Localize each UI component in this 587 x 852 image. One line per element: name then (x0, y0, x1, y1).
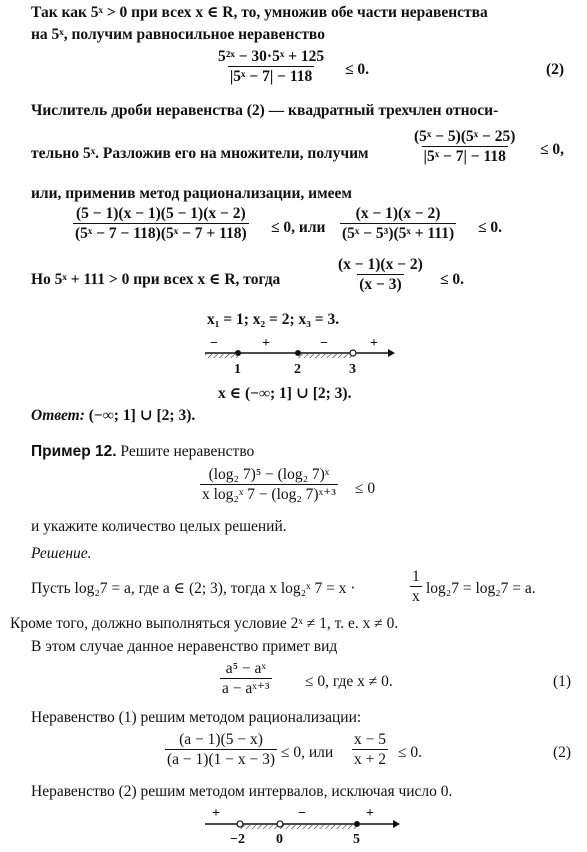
line2-sign-2: − (298, 806, 306, 821)
example-12-main-fraction (200, 466, 338, 503)
line2-label-2: 0 (276, 832, 283, 847)
point-5 (354, 821, 360, 827)
condition-line: Кроме того, должно выполняться условие 2ˣ ≠ 1, т. е. x ≠ 0. (10, 615, 399, 632)
task-line-2: и укажите количество целых решений. (31, 518, 287, 535)
let-fraction-numerator: 1 (412, 568, 420, 585)
equation-1-tag: (1) (553, 673, 572, 690)
point-3 (350, 350, 356, 356)
example-12-title: Пример 12. (31, 443, 117, 460)
line2-sign-1: + (212, 806, 220, 821)
point-2 (295, 350, 301, 356)
let-line: Пусть log₂7 = a, где a ∈ (2; 3), тогда x log₂ˣ 7 = x · (31, 580, 356, 597)
rationalized-fraction-1 (73, 205, 249, 242)
number-line-2-arrow (393, 820, 400, 828)
line2-label-3: 5 (353, 832, 360, 847)
reduced-numerator: (x − 1)(x − 2) (338, 256, 423, 273)
rationalized-2-denominator: (5ˣ − 5³)(5ˣ + 111) (342, 225, 455, 242)
example-12-task: Решите неравенство (116, 443, 255, 460)
factored-fraction (412, 128, 517, 165)
equation-1-numerator: a⁵ − aˣ (225, 660, 266, 677)
equation-2-denominator: |5ˣ − 7| − 118 (229, 68, 313, 85)
number-line-1-arrow (388, 349, 395, 357)
intro-line-2: на 5ˣ, получим равносильное неравенство (31, 26, 325, 43)
reduced-fraction (336, 256, 425, 293)
rationalized-1-denominator: (5ˣ − 7 − 118)(5ˣ − 7 + 118) (75, 225, 247, 242)
example-12-main-relation: ≤ 0 (355, 480, 376, 497)
factored-denominator: |5ˣ − 7| − 118 (423, 148, 506, 165)
rationalized-2-numerator: (x − 1)(x − 2) (355, 205, 441, 222)
line2-label-1: −2 (230, 832, 245, 847)
numerator-line-2: тельно 5ˣ. Разложив его на множители, получим (31, 145, 369, 162)
point-1 (235, 350, 241, 356)
number-line-2-hatch (240, 825, 357, 829)
rationalized-1-relation: ≤ 0, или (271, 219, 326, 236)
number-line-1-hatch (205, 354, 353, 358)
roots-line: x₁ = 1; x₂ = 2; x₃ = 3. (207, 311, 340, 328)
intro-line-1: Так как 5ˣ > 0 при всех x ∈ R, то, умножив обе части неравенства (31, 4, 488, 21)
line1-label-2: 2 (294, 362, 301, 377)
let-fraction (410, 568, 422, 605)
equation-2-tag: (2) (546, 61, 565, 78)
line2-sign-3: + (366, 806, 374, 821)
equation-2a-denominator: (a − 1)(1 − x − 3) (167, 751, 276, 768)
point-0 (277, 821, 283, 827)
equation-2b-relation: ≤ 0. (398, 744, 423, 761)
rationalized-2-relation: ≤ 0. (478, 219, 503, 236)
equation-2a-fraction (165, 731, 277, 768)
solve-2-line: Неравенство (2) решим методом интервалов, исключая число 0. (31, 783, 453, 800)
equation-2a-relation: ≤ 0, или (281, 744, 334, 761)
line1-sign-2: + (262, 336, 270, 351)
line1-sign-1: − (210, 336, 218, 351)
answer-line (31, 407, 195, 425)
example-12-main-numerator: (log₂ 7)⁵ − (log₂ 7)ˣ (208, 466, 330, 483)
rationalized-fraction-2 (340, 205, 456, 242)
line1-sign-4: + (370, 336, 378, 351)
line1-sign-3: − (320, 336, 328, 351)
reduced-denominator: (x − 3) (359, 276, 402, 293)
equation-2-relation: ≤ 0. (345, 61, 370, 78)
solution-line: x ∈ (−∞; 1] ∪ [2; 3). (218, 385, 352, 402)
equation-2b-numerator: x − 5 (354, 731, 386, 748)
equation-1-fraction (220, 660, 272, 697)
point-neg2 (237, 821, 243, 827)
example-12-main-denominator: x log₂ˣ 7 − (log₂ 7)ˣ⁺³ (202, 486, 336, 503)
numerator-line-1: Числитель дроби неравенства (2) — квадратный трехчлен относи- (31, 102, 499, 119)
factored-relation: ≤ 0, (540, 141, 565, 158)
solve-1-line: Неравенство (1) решим методом рационализации: (31, 709, 362, 726)
line1-label-1: 1 (234, 362, 241, 377)
solution-label: Решение. (31, 545, 92, 562)
equation-1-denominator: a − aˣ⁺³ (222, 680, 270, 697)
example-12-heading (31, 443, 254, 461)
line1-label-3: 3 (349, 362, 356, 377)
rationalized-1-numerator: (5 − 1)(x − 1)(5 − 1)(x − 2) (76, 205, 246, 222)
equation-2-numerator: 5²ˣ − 30·5ˣ + 125 (218, 48, 325, 65)
equation-1-relation: ≤ 0, где x ≠ 0. (305, 673, 393, 690)
but-line: Но 5ˣ + 111 > 0 при всех x ∈ R, тогда (31, 271, 281, 288)
case-line: В этом случае данное неравенство примет вид (31, 638, 338, 655)
let-fraction-denominator: x (412, 588, 420, 605)
answer-label: Ответ: (31, 407, 85, 424)
rationalization-line: или, применив метод рационализации, имеем (31, 185, 352, 202)
equation-2-fraction (216, 48, 326, 85)
answer-value: (−∞; 1] ∪ [2; 3). (84, 407, 196, 424)
equation-2b-tag: (2) (553, 744, 572, 761)
equation-2b-denominator: x + 2 (354, 751, 386, 768)
equation-2a-numerator: (a − 1)(5 − x) (179, 731, 263, 748)
factored-numerator: (5ˣ − 5)(5ˣ − 25) (414, 128, 516, 145)
equation-2b-fraction (352, 731, 388, 768)
let-tail: log₂7 = log₂7 = a. (426, 580, 536, 597)
reduced-relation: ≤ 0. (440, 271, 465, 288)
